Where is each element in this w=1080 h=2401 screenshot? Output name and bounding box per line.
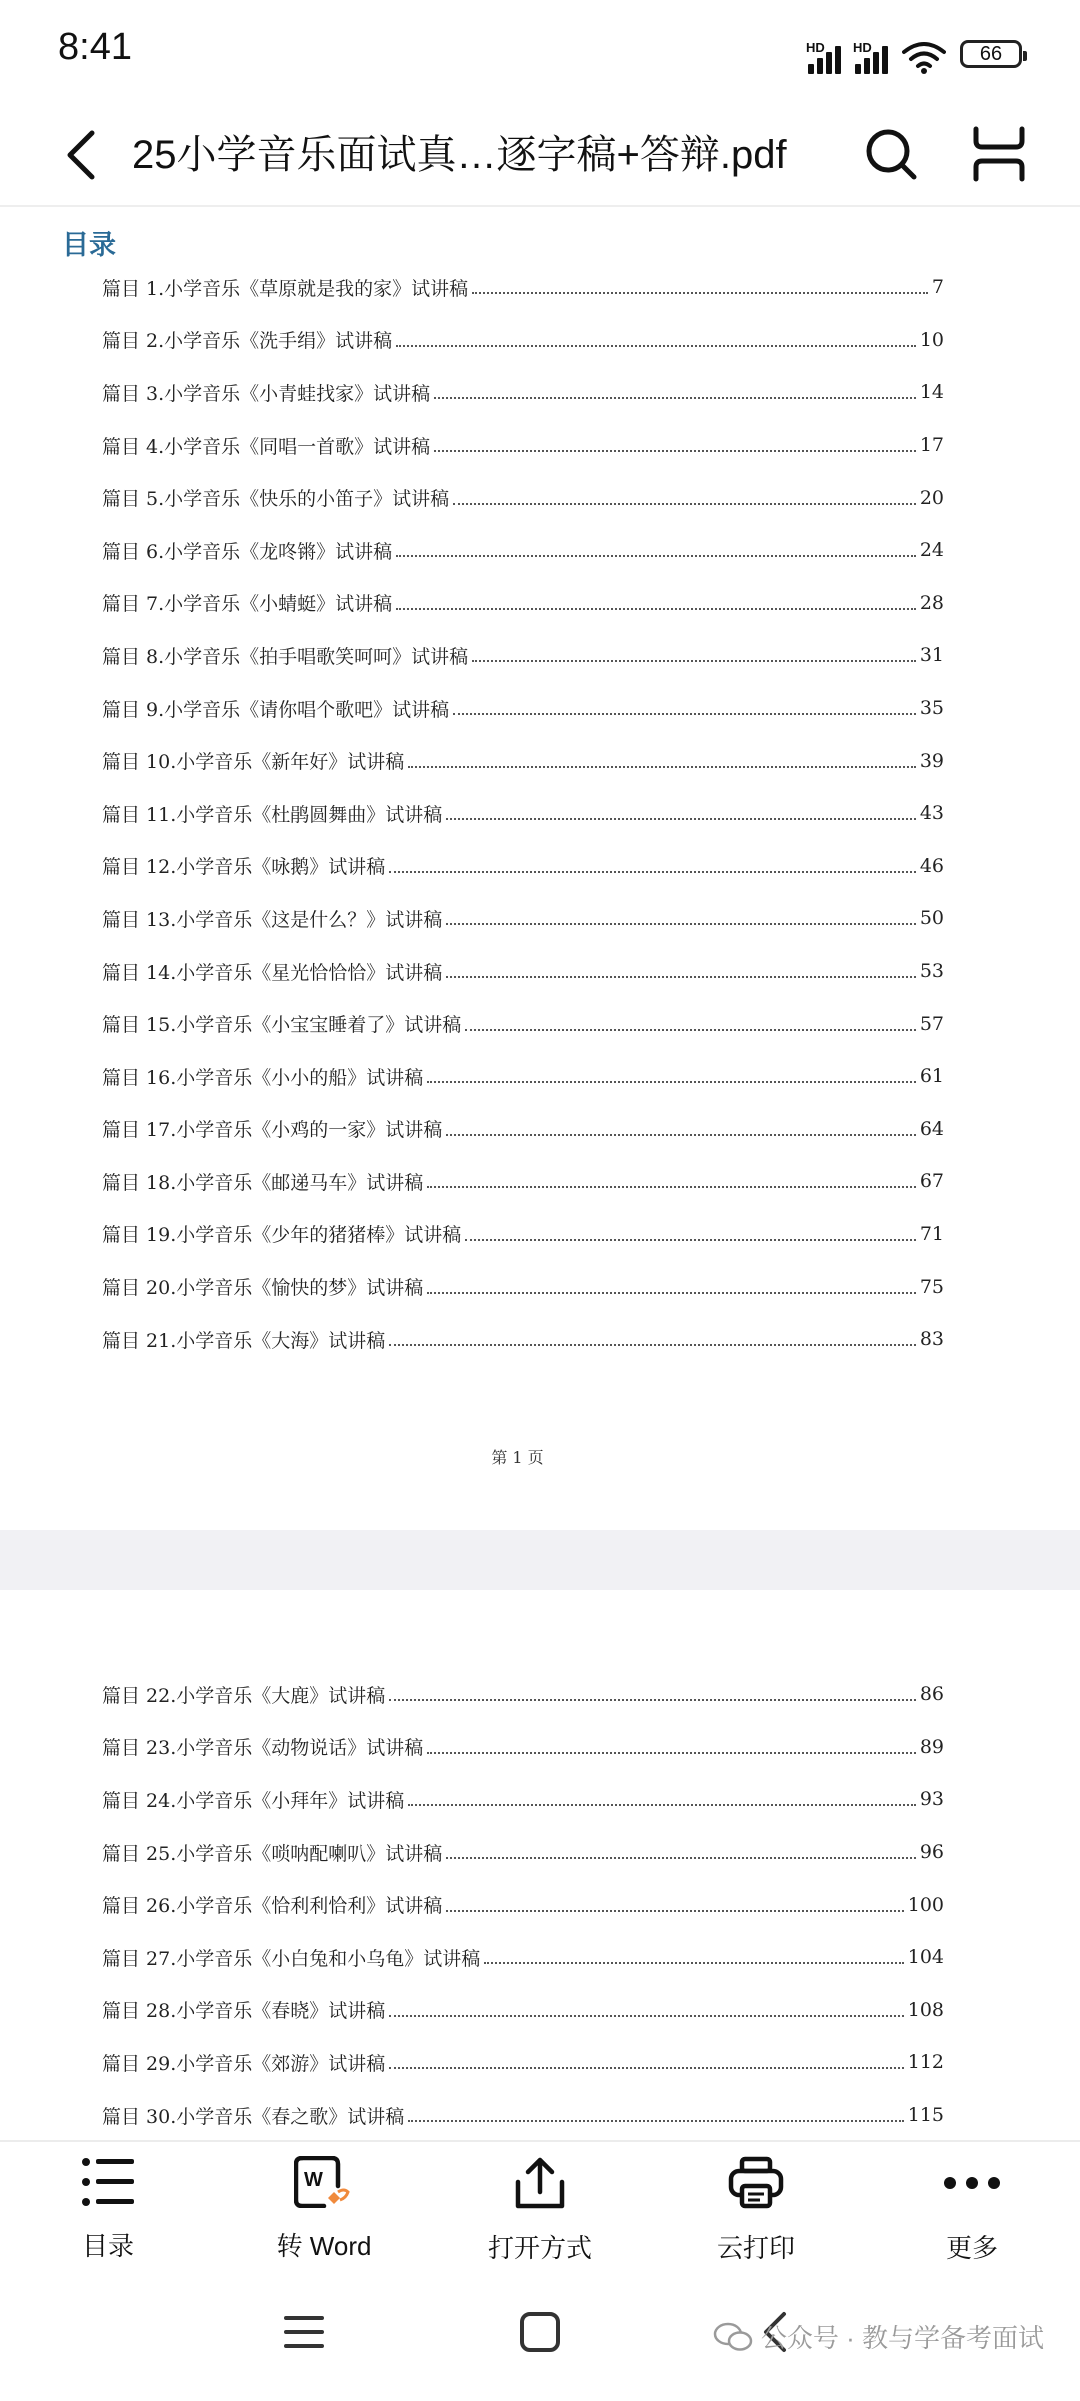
toc-entry-page: 31 [919,644,944,667]
toc-entry-title: 篇目 11.小学音乐《杜鹃圆舞曲》试讲稿 [102,803,443,826]
toc-entry-title: 篇目 23.小学音乐《动物说话》试讲稿 [102,1737,424,1760]
toc-entry-title: 篇目 1.小学音乐《草原就是我的家》试讲稿 [102,277,469,300]
toc-list [102,261,944,1365]
toc-leader-dots [472,660,916,662]
toc-entry-title: 篇目 10.小学音乐《新年好》试讲稿 [102,751,405,774]
toc-entry-page: 86 [919,1683,944,1706]
toc-entry[interactable] [102,366,944,419]
toc-entry[interactable] [102,629,944,682]
toc-entry-page: 100 [907,1893,944,1916]
pdf-viewer[interactable] [0,207,1080,2140]
toc-button[interactable] [8,2156,208,2263]
bottom-toolbar [0,2140,1080,2268]
toc-entry-title: 篇目 15.小学音乐《小宝宝睡着了》试讲稿 [102,1014,462,1037]
toc-leader-dots [434,397,916,399]
toc-entry[interactable] [102,1260,944,1313]
signal-icon [806,40,841,74]
toc-leader-dots [389,1699,916,1701]
toc-entry-page: 53 [919,960,944,983]
list-icon [80,2156,136,2208]
wifi-icon [902,40,946,74]
toc-entry[interactable] [102,1826,944,1879]
toc-leader-dots [427,1186,916,1188]
toc-entry-page: 93 [919,1788,944,1811]
toc-entry-title: 篇目 13.小学音乐《这是什么？》试讲稿 [102,908,443,931]
wechat-icon [713,2321,753,2353]
toc-leader-dots [427,1081,916,1083]
toc-leader-dots [446,818,916,820]
toc-leader-dots [472,292,928,294]
toc-entry[interactable] [102,682,944,735]
toc-entry-page: 35 [919,697,944,720]
toc-leader-dots [396,555,916,557]
toc-heading: 目录 [62,230,116,261]
toc-entry[interactable] [102,2089,944,2140]
toc-entry[interactable] [102,840,944,893]
toc-leader-dots [408,2120,903,2122]
word-doc-icon [294,2156,354,2208]
toc-entry[interactable] [102,261,944,314]
toc-entry-title: 篇目 19.小学音乐《少年的猪猪棒》试讲稿 [102,1224,462,1247]
battery-icon: 66 [960,40,1022,68]
toc-entry-title: 篇目 5.小学音乐《快乐的小笛子》试讲稿 [102,488,450,511]
toc-entry[interactable] [102,2036,944,2089]
toc-leader-dots [446,1910,903,1912]
page-footer: 第 1 页 [491,1448,544,1467]
toc-entry-title: 篇目 3.小学音乐《小青蛙找家》试讲稿 [102,382,431,405]
toc-entry-title: 篇目 14.小学音乐《星光恰恰恰》试讲稿 [102,961,443,984]
toc-entry-title: 篇目 20.小学音乐《愉快的梦》试讲稿 [102,1277,424,1300]
toc-entry[interactable] [102,997,944,1050]
toc-entry-page: 112 [907,2051,944,2074]
toc-entry-page: 43 [919,802,944,825]
toc-entry-title: 篇目 22.小学音乐《大鹿》试讲稿 [102,1684,386,1707]
toc-leader-dots [446,1857,916,1859]
toc-entry-page: 61 [919,1065,944,1088]
toc-entry-page: 115 [907,2104,944,2127]
toc-leader-dots [446,1134,916,1136]
toc-entry-page: 104 [907,1946,944,1969]
toc-entry-title: 篇目 30.小学音乐《春之歌》试讲稿 [102,2105,405,2128]
more-button[interactable] [872,2156,1072,2265]
toc-leader-dots [465,1239,916,1241]
toc-leader-dots [446,923,916,925]
toc-leader-dots [396,345,916,347]
toc-leader-dots [484,1962,903,1964]
open-with-button[interactable] [440,2156,640,2265]
convert-word-button[interactable] [224,2156,424,2263]
toc-entry-page: 64 [919,1117,944,1140]
toc-entry-page: 75 [919,1275,944,1298]
toc-entry-page: 83 [919,1328,944,1351]
toc-entry[interactable] [102,892,944,945]
toc-entry-title: 篇目 6.小学音乐《龙咚锵》试讲稿 [102,540,393,563]
status-time: 8:41 [58,26,132,68]
toc-entry-page: 24 [919,539,944,562]
toc-entry-page: 50 [919,907,944,930]
toc-entry-page: 67 [919,1170,944,1193]
toc-leader-dots [453,713,916,715]
toc-entry[interactable] [102,1313,944,1366]
cloud-print-button[interactable] [656,2156,856,2265]
toc-entry-title: 篇目 4.小学音乐《同唱一首歌》试讲稿 [102,435,431,458]
toc-entry-title: 篇目 7.小学音乐《小蜻蜓》试讲稿 [102,593,393,616]
toc-leader-dots [465,1029,916,1031]
more-icon [942,2156,1002,2210]
printer-icon [728,2156,784,2210]
toc-entry-title: 篇目 16.小学音乐《小小的船》试讲稿 [102,1066,424,1089]
status-bar [0,0,1080,105]
toc-entry[interactable] [102,1103,944,1156]
watermark [713,2318,1044,2355]
toc-entry[interactable] [102,471,944,524]
svg-text:W: W [304,2169,323,2191]
toc-entry-page: 108 [907,1998,944,2021]
pdf-page [0,1590,1080,2140]
status-icons [808,30,1022,74]
toc-leader-dots [434,450,916,452]
toc-entry[interactable] [102,419,944,472]
document-title: 25小学音乐面试真…逐字稿+答辩.pdf [132,133,787,177]
toc-leader-dots [389,1344,916,1346]
toc-entry-page: 71 [919,1222,944,1245]
toc-entry-page: 46 [919,854,944,877]
back-arrow-icon[interactable] [56,127,108,183]
toc-entry-page: 17 [919,434,944,457]
page-separator [0,1530,1080,1590]
toc-leader-dots [427,1292,916,1294]
pdf-page [0,207,1080,1530]
toc-leader-dots [427,1752,916,1754]
convert-word-label: 转 Word [276,2231,372,2261]
toc-entry[interactable] [102,1155,944,1208]
system-nav-bar [0,2266,1080,2401]
toc-leader-dots [408,1804,916,1806]
toc-entry[interactable] [102,787,944,840]
toc-entry-title: 篇目 26.小学音乐《恰利利恰利》试讲稿 [102,1895,443,1918]
hd-label: HD [806,40,825,55]
toc-entry[interactable] [102,1984,944,2037]
toc-entry[interactable] [102,314,944,367]
toc-entry[interactable] [102,1208,944,1261]
toc-entry-page: 20 [919,486,944,509]
toc-leader-dots [389,2067,903,2069]
signal-icon [853,40,888,74]
toc-entry-page: 89 [919,1735,944,1758]
scan-icon[interactable] [970,125,1028,183]
toc-entry-title: 篇目 24.小学音乐《小拜年》试讲稿 [102,1789,405,1812]
toc-button-label: 目录 [81,2231,134,2261]
toc-entry[interactable] [102,1668,944,1721]
toc-entry-page: 10 [919,328,944,351]
share-icon [512,2156,568,2210]
toc-entry-title: 篇目 28.小学音乐《春晓》试讲稿 [102,2000,386,2023]
toc-list [102,1668,944,2140]
toc-entry-title: 篇目 17.小学音乐《小鸡的一家》试讲稿 [102,1119,443,1142]
cloud-print-label: 云打印 [716,2233,795,2263]
home-icon[interactable] [516,2308,564,2356]
toc-entry-page: 14 [919,381,944,404]
watermark-text: 公众号 · 教与学备考面试 [760,2323,1044,2353]
toc-entry-page: 96 [919,1841,944,1864]
toc-leader-dots [389,871,916,873]
hd-label: HD [853,40,872,55]
title-bar [0,105,1080,205]
toc-entry-title: 篇目 29.小学音乐《郊游》试讲稿 [102,2052,386,2075]
toc-leader-dots [446,976,916,978]
toc-entry[interactable] [102,945,944,998]
toc-entry[interactable] [102,1878,944,1931]
toc-entry-title: 篇目 8.小学音乐《拍手唱歌笑呵呵》试讲稿 [102,645,469,668]
toc-entry-title: 篇目 25.小学音乐《唢呐配喇叭》试讲稿 [102,1842,443,1865]
toc-entry-page: 7 [931,276,944,299]
toc-leader-dots [408,766,916,768]
toc-entry[interactable] [102,734,944,787]
toc-entry-title: 篇目 18.小学音乐《邮递马车》试讲稿 [102,1171,424,1194]
open-with-label: 打开方式 [487,2233,592,2263]
toc-entry-page: 28 [919,591,944,614]
toc-entry[interactable] [102,524,944,577]
toc-leader-dots [389,2015,903,2017]
toc-entry[interactable] [102,1050,944,1103]
toc-entry[interactable] [102,1931,944,1984]
toc-entry-title: 篇目 12.小学音乐《咏鹅》试讲稿 [102,856,386,879]
search-icon[interactable] [862,125,920,183]
toc-leader-dots [453,503,916,505]
toc-entry-title: 篇目 21.小学音乐《大海》试讲稿 [102,1329,386,1352]
toc-entry-page: 39 [919,749,944,772]
toc-entry-title: 篇目 27.小学音乐《小白兔和小乌龟》试讲稿 [102,1947,481,1970]
toc-entry[interactable] [102,1721,944,1774]
more-label: 更多 [945,2233,998,2263]
toc-entry-title: 篇目 2.小学音乐《洗手绢》试讲稿 [102,330,393,353]
toc-entry[interactable] [102,1773,944,1826]
toc-entry-page: 57 [919,1012,944,1035]
toc-entry-title: 篇目 9.小学音乐《请你唱个歌吧》试讲稿 [102,698,450,721]
toc-leader-dots [396,608,916,610]
toc-entry[interactable] [102,577,944,630]
menu-icon[interactable] [280,2308,328,2356]
